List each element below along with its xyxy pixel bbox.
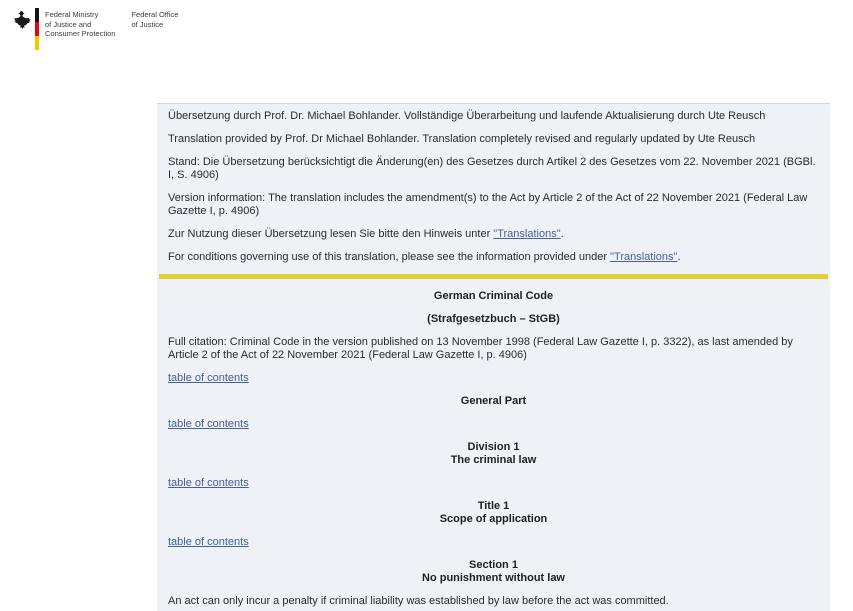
title-1-number: Title 1 <box>477 500 510 512</box>
ministry-name <box>45 10 115 39</box>
translator-note-de: Übersetzung durch Prof. Dr. Michael Bohlander. Vollständige Überarbeitung und laufende Aktualisierung durch Ute Reusch <box>168 110 766 122</box>
section-1-number: Section 1 <box>469 559 518 571</box>
federal-eagle-icon <box>12 10 31 30</box>
division-1-title: The criminal law <box>450 454 537 466</box>
table-of-contents-link[interactable]: table of contents <box>168 536 249 548</box>
translator-note-en: Translation provided by Prof. Dr Michael Bohlander. Translation completely revised and regularly updated by Ute Reusch <box>168 133 756 145</box>
toc-paragraph <box>168 418 819 431</box>
usage-note-en-suffix: . <box>677 251 681 263</box>
office-name-line: Federal Office <box>131 10 179 19</box>
office-name-line: of Justice <box>131 19 164 29</box>
section-1-title: No punishment without law <box>422 572 565 584</box>
version-note-de: Stand: Die Übersetzung berücksichtigt die Änderung(en) des Gesetzes durch Artikel 2 des Gesetzes vom 22. November 2021 (BGBl. I, S. 4906) <box>168 156 816 181</box>
division-1-number: Division 1 <box>467 441 520 453</box>
translations-link-en[interactable]: "Translations" <box>610 251 678 263</box>
usage-note-de-suffix: . <box>560 228 564 240</box>
government-logo <box>12 8 178 50</box>
table-of-contents-link[interactable]: table of contents <box>168 418 249 430</box>
division-1-heading <box>168 441 819 467</box>
code-title-en: German Criminal Code <box>433 290 554 302</box>
flag-stripe-icon <box>35 8 39 50</box>
content-panel <box>157 103 830 611</box>
ministry-name-line: of Justice and <box>45 19 92 29</box>
title-1-heading <box>168 500 819 526</box>
toc-paragraph <box>168 477 819 490</box>
code-title-de: (Strafgesetzbuch – StGB) <box>427 313 560 325</box>
version-note-en: Version information: The translation includes the amendment(s) to the Act by Article 2 of the Act of 22 November 2021 (Federal Law Gazette I, p. 4906) <box>168 192 808 217</box>
table-of-contents-link[interactable]: table of contents <box>168 477 249 489</box>
usage-note-en-prefix: For conditions governing use of this translation, please see the information provided under <box>168 251 611 263</box>
site-header <box>0 0 853 103</box>
section-1-text: An act can only incur a penalty if criminal liability was established by law before the act was committed. <box>168 595 669 607</box>
usage-note-en <box>168 251 819 264</box>
title-1-title: Scope of application <box>439 513 548 525</box>
general-part-heading: General Part <box>460 395 527 407</box>
ministry-name-line: Federal Ministry <box>45 10 99 19</box>
translations-link-de[interactable]: "Translations" <box>493 228 561 240</box>
toc-paragraph <box>168 536 819 549</box>
table-of-contents-link[interactable]: table of contents <box>168 372 249 384</box>
usage-note-de <box>168 228 819 241</box>
yellow-divider <box>159 274 828 279</box>
office-name <box>131 10 178 29</box>
ministry-name-line: Consumer Protection <box>45 29 116 38</box>
full-citation: Full citation: Criminal Code in the version published on 13 November 1998 (Federal Law Gazette I, p. 3322), as last amended by Article 2 of the Act of 22 November 2021 (Federal Law Gazette I, p. 4906) <box>168 336 793 361</box>
toc-paragraph <box>168 372 819 385</box>
section-1-heading <box>168 559 819 585</box>
usage-note-de-prefix: Zur Nutzung dieser Übersetzung lesen Sie bitte den Hinweis unter <box>168 228 494 240</box>
